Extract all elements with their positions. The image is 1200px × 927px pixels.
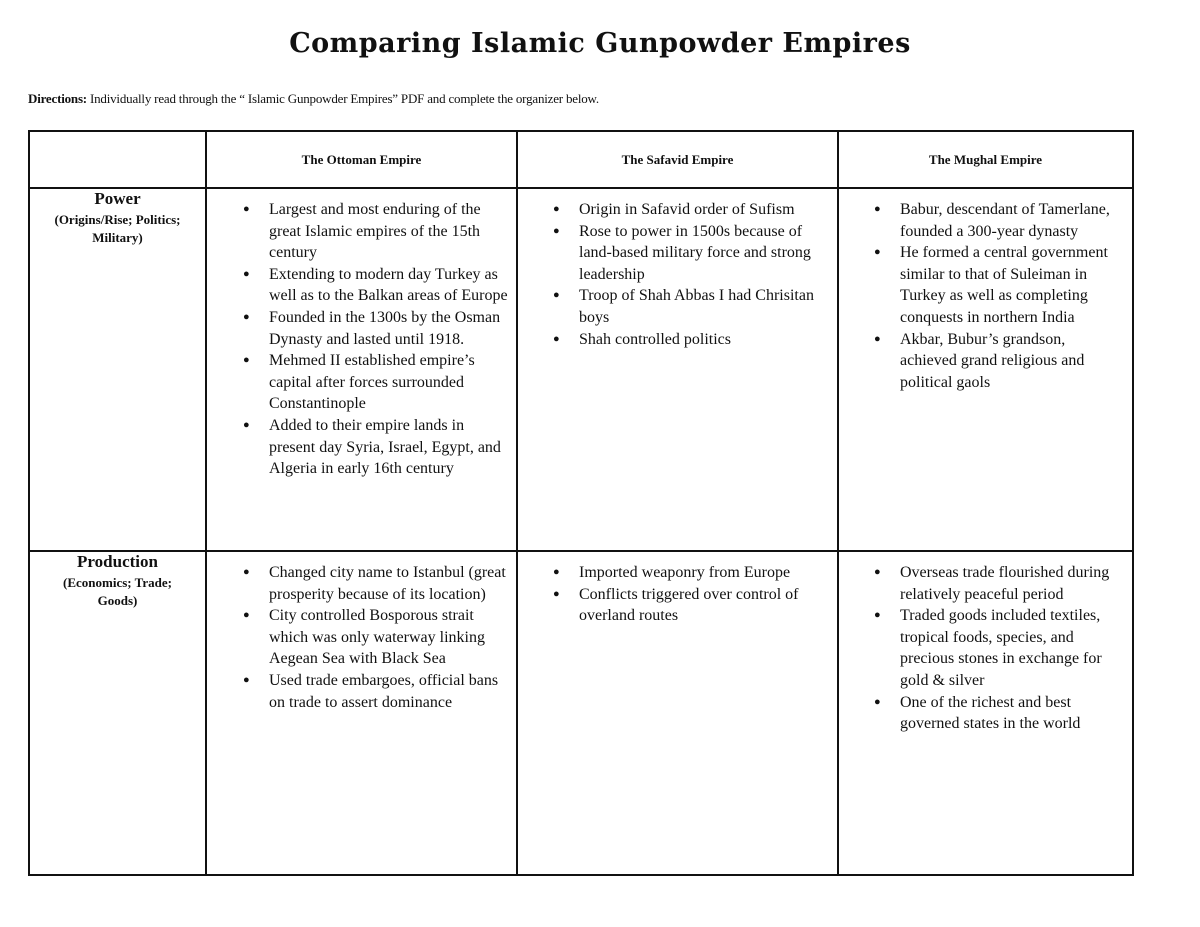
list-item: ● Shah controlled politics [518,329,831,351]
table-header-row [29,131,1133,188]
list-item: ● City controlled Bosporous strait which was only waterway linking Aegean Sea with Black Sea [207,605,510,670]
list-item: ● He formed a central government similar to that of Suleiman in Turkey as well as completing conquests in northern India [839,242,1126,328]
row-head-production [29,551,206,875]
bullet-list [518,552,837,627]
header-safavid: The Safavid Empire [517,131,838,188]
list-item: ● Origin in Safavid order of Sufism [518,199,831,221]
cell-power-ottoman [206,188,517,551]
row-subtitle-production: (Economics; Trade; Goods) [63,575,172,608]
graphic-organizer-table [28,130,1134,876]
list-item: ● Conflicts triggered over control of overland routes [518,584,831,627]
list-item: ● One of the richest and best governed states in the world [839,692,1126,735]
list-item: ● Changed city name to Istanbul (great prosperity because of its location) [207,562,510,605]
directions [28,91,599,107]
list-item: ● Largest and most enduring of the great Islamic empires of the 15th century [207,199,510,264]
row-head-power [29,188,206,551]
directions-label: Directions: [28,91,87,106]
row-subtitle-power: (Origins/Rise; Politics; Military) [54,212,181,245]
list-item: ● Extending to modern day Turkey as well as to the Balkan areas of Europe [207,264,510,307]
header-blank-cell [29,131,206,188]
cell-power-mughal [838,188,1133,551]
list-item: ● Akbar, Bubur’s grandson, achieved grand religious and political gaols [839,329,1126,394]
row-title-production: Production [77,552,158,571]
page-title: Comparing Islamic Gunpowder Empires [289,28,911,59]
bullet-list [207,189,516,480]
list-item: ● Overseas trade flourished during relatively peaceful period [839,562,1126,605]
directions-text: Individually read through the “ Islamic Gunpowder Empires” PDF and complete the organizer below. [86,91,599,106]
bullet-list [207,552,516,713]
header-mughal: The Mughal Empire [838,131,1133,188]
cell-power-safavid [517,188,838,551]
list-item: ● Imported weaponry from Europe [518,562,831,584]
bullet-list [518,189,837,350]
list-item: ● Added to their empire lands in present day Syria, Israel, Egypt, and Algeria in early 16th century [207,415,510,480]
cell-production-safavid [517,551,838,875]
table-row-power [29,188,1133,551]
row-title-power: Power [94,189,141,208]
list-item: ● Used trade embargoes, official bans on trade to assert dominance [207,670,510,713]
bullet-list [839,552,1132,735]
table-row-production [29,551,1133,875]
list-item: ● Mehmed II established empire’s capital after forces surrounded Constantinople [207,350,510,415]
header-ottoman: The Ottoman Empire [206,131,517,188]
bullet-list [839,189,1132,393]
list-item: ● Traded goods included textiles, tropical foods, species, and precious stones in exchange for gold & silver [839,605,1126,691]
cell-production-mughal [838,551,1133,875]
list-item: ● Rose to power in 1500s because of land-based military force and strong leadership [518,221,831,286]
list-item: ● Troop of Shah Abbas I had Chrisitan boys [518,285,831,328]
list-item: ● Babur, descendant of Tamerlane, founded a 300-year dynasty [839,199,1126,242]
list-item: ● Founded in the 1300s by the Osman Dynasty and lasted until 1918. [207,307,510,350]
cell-production-ottoman [206,551,517,875]
